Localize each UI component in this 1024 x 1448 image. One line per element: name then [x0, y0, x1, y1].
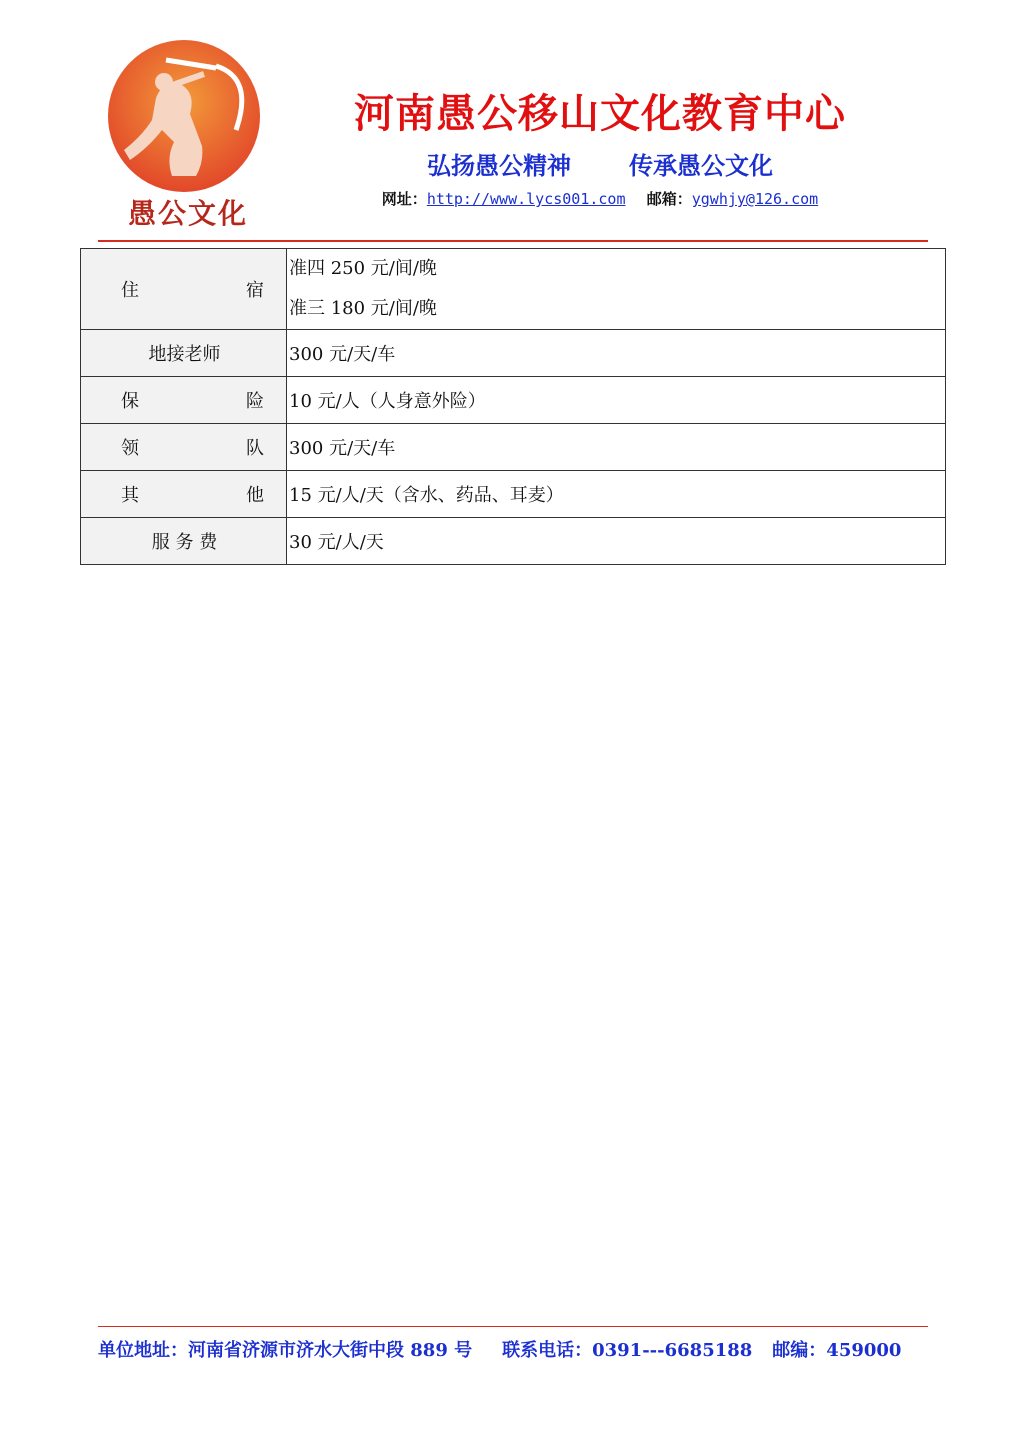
- logo-text: 愚公文化: [127, 197, 248, 230]
- row-value: 15 元/人/天（含水、药品、耳麦）: [287, 471, 946, 518]
- footer-address: 单位地址：河南省济源市济水大街中段 889 号: [98, 1340, 473, 1361]
- row-label: 服 务 费: [81, 518, 287, 565]
- footer-phone: 联系电话：0391---6685188: [502, 1340, 753, 1361]
- slogan: [300, 146, 900, 181]
- website-label: 网址：: [381, 190, 427, 208]
- logo-yugong-icon: [104, 38, 264, 198]
- footer-postcode: 邮编：459000: [772, 1340, 902, 1361]
- footer-divider: [98, 1326, 928, 1327]
- table-row: [81, 471, 946, 518]
- value-line: 准三 180 元/间/晚: [289, 298, 437, 319]
- footer: [98, 1336, 928, 1362]
- table-row: [81, 377, 946, 424]
- email-link[interactable]: ygwhjy@126.com: [691, 190, 819, 208]
- website-link[interactable]: http://www.lycs001.com: [426, 190, 626, 208]
- contact-line: [300, 188, 900, 209]
- header-divider: [98, 240, 928, 242]
- row-value: [287, 249, 946, 330]
- row-value: 10 元/人（人身意外险）: [287, 377, 946, 424]
- slogan-right: 传承愚公文化: [629, 152, 773, 180]
- row-label: 住 宿: [81, 249, 287, 330]
- row-label: 地接老师: [81, 330, 287, 377]
- row-value: 300 元/天/车: [287, 330, 946, 377]
- fees-table: [80, 248, 946, 565]
- table-row: [81, 518, 946, 565]
- row-label: 其 他: [81, 471, 287, 518]
- table-row: [81, 330, 946, 377]
- slogan-left: 弘扬愚公精神: [427, 152, 571, 180]
- email-label: 邮箱：: [646, 190, 692, 208]
- table-row: [81, 249, 946, 330]
- row-label: 领 队: [81, 424, 287, 471]
- table-row: [81, 424, 946, 471]
- value-line: 准四 250 元/间/晚: [289, 258, 437, 279]
- row-label: 保 险: [81, 377, 287, 424]
- row-value: 30 元/人/天: [287, 518, 946, 565]
- org-title: 河南愚公移山文化教育中心: [354, 91, 846, 137]
- row-value: 300 元/天/车: [287, 424, 946, 471]
